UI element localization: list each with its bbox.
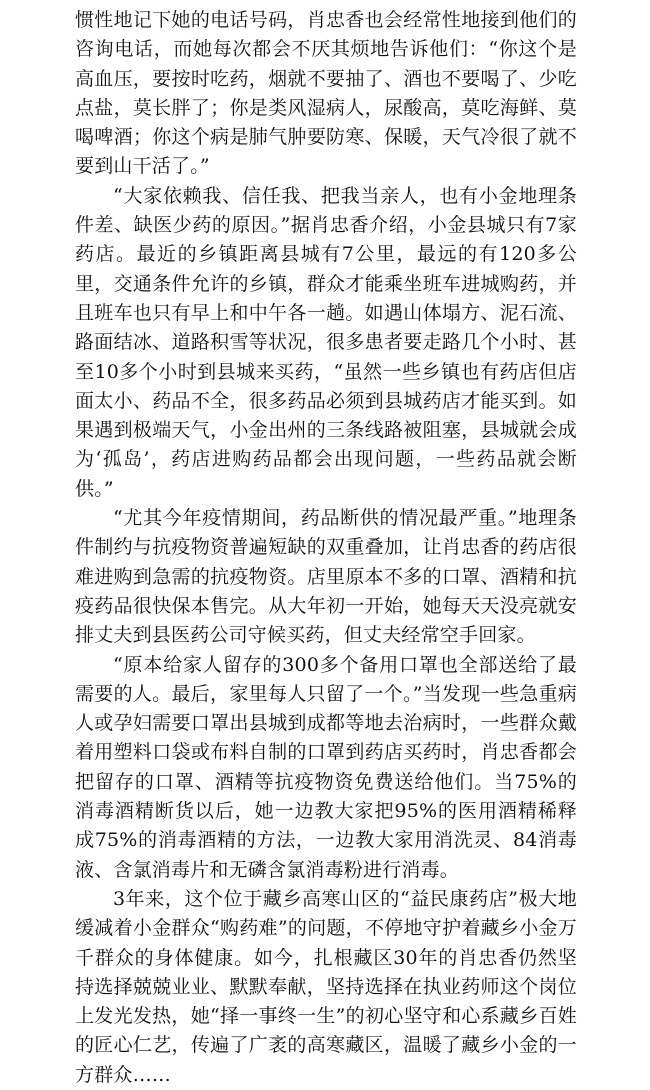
paragraph-2: “大家依赖我、信任我、把我当亲人，也有小金地理条件差、缺医少药的原因。”据肖忠香介绍，小金县城只有7家药店。最近的乡镇距离县城有7公里，最远的有120多公里，交通条件允许的乡镇，群众才能乘坐班车进城购药，并且班车也只有早上和中午各一趟。如遇山体塌方、泥石流、路面结冰、道路积雪等状况，很多患者要走路几个小时、甚至10多个小时到县城来买药，“虽然一些乡镇也有药店但店面太小、药品不全，很多药品必须到县城药店才能买到。如果遇到极端天气，小金出州的三条线路被阻塞，县城就会成为‘孤岛’，药店进购药品都会出现问题，一些药品就会断供。” (75, 184, 577, 500)
paragraph-3: “尤其今年疫情期间，药品断供的情况最严重。”地理条件制约与抗疫物资普遍短缺的双重叠加，让肖忠香的药店很难进购到急需的抗疫物资。店里原本不多的口罩、酒精和抗疫药品很快保本售完。从大年初一开始，她每天天没亮就安排丈夫到县医药公司守候买药，但丈夫经常空手回家。 (75, 507, 577, 647)
paragraph-1: 惯性地记下她的电话号码，肖忠香也会经常性地接到他们的咨询电话，而她每次都会不厌其烦地告诉他们：“你这个是高血压，要按时吃药，烟就不要抽了、酒也不要喝了、少吃点盐，莫长胖了；你是类风湿病人，尿酸高，莫吃海鲜、莫喝啤酒；你这个病是肺气肿要防寒、保暖，天气冷很了就不要到山干活了。” (75, 9, 577, 178)
paragraph-5: 3年来，这个位于藏乡高寒山区的“益民康药店”极大地缓减着小金群众“购药难”的问题，不停地守护着藏乡小金万千群众的身体健康。如今，扎根藏区30年的肖忠香仍然坚持选择兢兢业业、默默奉献，坚持选择在执业药师这个岗位上发光发热，她“择一事终一生”的初心坚守和心系藏乡百姓的匠心仁艺，传遍了广袤的高寒藏区，温暖了藏乡小金的一方群众…… (75, 887, 577, 1086)
article-body (75, 6, 577, 1090)
paragraph-4: “原本给家人留存的300多个备用口罩也全部送给了最需要的人。最后，家里每人只留了一个。”当发现一些急重病人或孕妇需要口罩出县城到成都等地去治病时，一些群众戴着用塑料口袋或布料自制的口罩到药店买药时，肖忠香都会把留存的口罩、酒精等抗疫物资免费送给他们。当75%的消毒酒精断货以后，她一边教大家把95%的医用酒精稀释成75%的消毒酒精的方法，一边教大家用消洗灵、84消毒液、含氯消毒片和无磷含氯消毒粉进行消毒。 (75, 653, 577, 881)
